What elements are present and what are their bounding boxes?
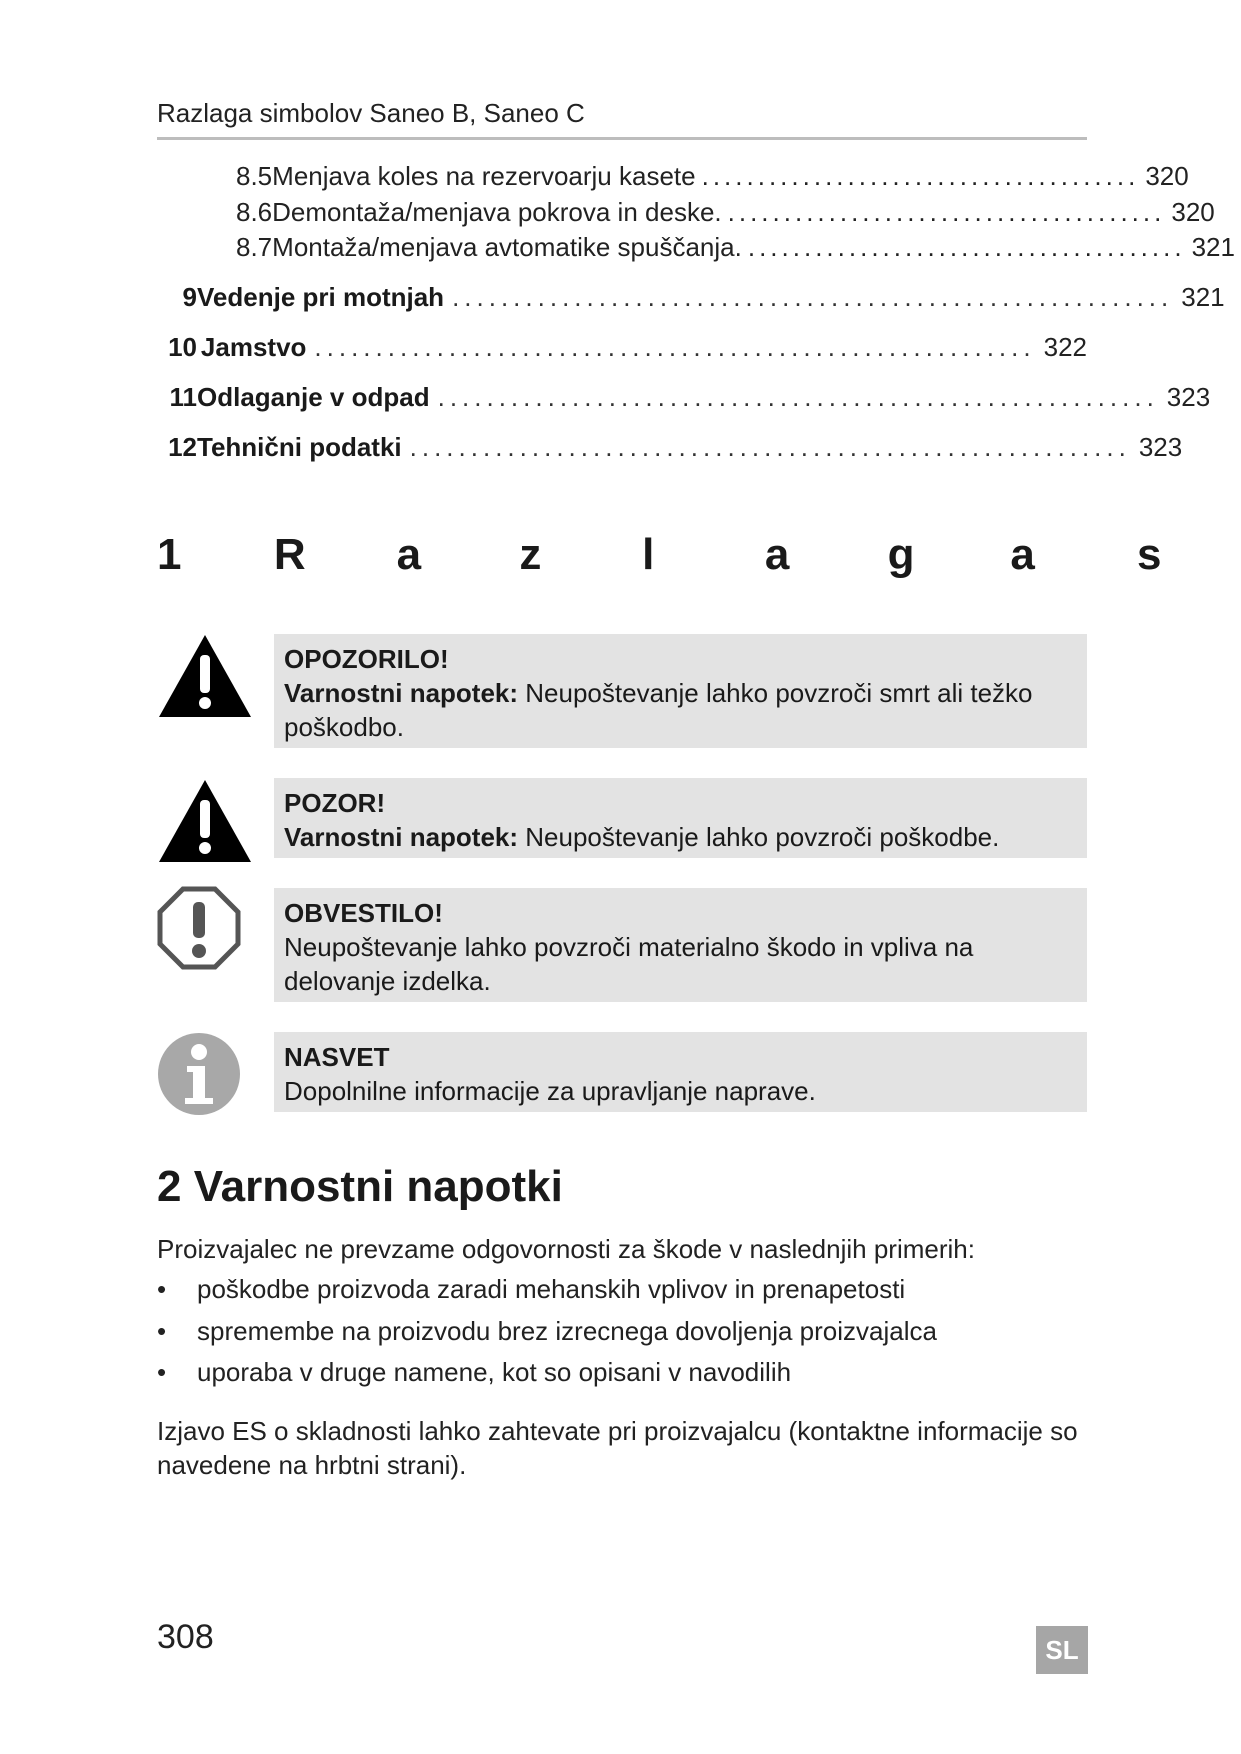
toc-sub-title: Menjava koles na rezervoarju kasete (272, 161, 696, 191)
toc-number-cell (157, 382, 197, 413)
toc-entry[interactable] (157, 382, 1211, 413)
toc-number-cell (157, 432, 197, 463)
toc-entry[interactable] (157, 282, 1225, 313)
toc-number-cell (157, 332, 197, 363)
section-2-closing: Izjavo ES o skladnosti lahko zahtevate pri proizvajalcu (kontaktne informacije so navedene na hrbtni strani). (157, 1416, 1078, 1480)
toc-entry[interactable] (157, 332, 1087, 363)
note-box-notice (274, 888, 1087, 1002)
toc-sub-page: 320 (1145, 161, 1189, 191)
section-2-intro: Proizvajalec ne prevzame odgovornosti za škode v naslednjih primerih: (157, 1234, 975, 1264)
bullet-icon: • (157, 1274, 167, 1304)
toc-leader: ....................................... (747, 232, 1186, 262)
heading-letter: s (1137, 530, 1162, 579)
note-text: Neupoštevanje lahko povzroči materialno škodo in vpliva na delovanje izdelka. (284, 932, 974, 996)
toc-title: Jamstvo (200, 332, 307, 362)
note-box-tip (274, 1032, 1087, 1112)
toc-number: 12 (168, 432, 197, 462)
heading-letter: 1 (157, 530, 182, 579)
toc-leader: ....................................... (727, 197, 1166, 227)
heading-letter: a (396, 530, 422, 579)
notice-octagon-icon (157, 886, 241, 975)
bullet-icon: • (157, 1357, 167, 1387)
note-box-warning (274, 634, 1087, 748)
caution-triangle-icon (157, 778, 253, 869)
heading-letter: l (642, 530, 655, 579)
toc-title: Vedenje pri motnjah (197, 282, 445, 312)
list-item-text: uporaba v druge namene, kot so opisani v navodilih (197, 1357, 792, 1387)
toc-title: Tehnični podatki (197, 432, 402, 462)
heading-letter: R (273, 530, 306, 579)
note-kind: OPOZORILO! (284, 644, 449, 674)
toc-sub-number: 8.5 (236, 161, 273, 191)
toc-entry[interactable] (157, 432, 1183, 463)
toc-sub-number: 8.7 (236, 232, 273, 262)
toc-page: 322 (1043, 332, 1087, 362)
toc-number: 9 (182, 282, 197, 312)
toc-sub-page: 320 (1171, 197, 1215, 227)
toc-page: 321 (1181, 282, 1225, 312)
list-item (157, 1274, 905, 1305)
list-item-text: spremembe na proizvodu brez izrecnega dovoljenja proizvajalca (197, 1316, 937, 1346)
note-box-caution (274, 778, 1087, 858)
toc-title: Odlaganje v odpad (197, 382, 430, 412)
running-header: Razlaga simbolov Saneo B, Saneo C (157, 98, 585, 128)
toc-number-cell (157, 282, 197, 313)
heading-letter: g (887, 530, 915, 579)
list-item (157, 1357, 791, 1388)
bullet-icon: • (157, 1316, 167, 1346)
heading-letter: a (764, 530, 790, 579)
toc-sub-page: 321 (1191, 232, 1235, 262)
note-lead: Varnostni napotek: (284, 678, 519, 708)
note-lead: Varnostni napotek: (284, 822, 519, 852)
toc-leader: ........................................................... (409, 432, 1131, 462)
toc-page: 323 (1166, 382, 1211, 412)
note-text: Neupoštevanje lahko povzroči poškodbe. (518, 822, 1000, 852)
toc-sub-number: 8.6 (236, 197, 273, 227)
note-text: Dopolnilne informacije za upravljanje naprave. (284, 1076, 816, 1106)
info-circle-icon (157, 1032, 241, 1121)
list-item (157, 1316, 937, 1347)
toc-sub-title: Demontaža/menjava pokrova in deske. (272, 197, 722, 227)
warning-triangle-icon (157, 633, 253, 724)
toc-number: 10 (168, 332, 197, 362)
toc-leader: ........................................................... (437, 382, 1159, 412)
toc-leader: ........................................................... (314, 332, 1036, 362)
toc-leader: ....................................... (701, 161, 1140, 191)
section-1-heading (157, 530, 1162, 580)
toc-sub-entry[interactable] (236, 197, 1215, 228)
toc-sub-entry[interactable] (236, 232, 1235, 263)
note-text: Neupoštevanje lahko povzroči smrt ali težko poškodbo. (284, 678, 1033, 742)
note-kind: POZOR! (284, 788, 386, 818)
section-2-heading: 2 Varnostni napotki (157, 1162, 563, 1211)
toc-number: 11 (169, 382, 197, 412)
page-number: 308 (157, 1618, 214, 1656)
list-item-text: poškodbe proizvoda zaradi mehanskih vplivov in prenapetosti (197, 1274, 906, 1304)
toc-sub-entry[interactable] (236, 161, 1189, 192)
toc-sub-title: Montaža/menjava avtomatike spuščanja. (272, 232, 742, 262)
language-badge: SL (1036, 1626, 1088, 1674)
header-rule (157, 137, 1087, 140)
heading-letter: z (519, 530, 542, 579)
note-kind: NASVET (284, 1042, 390, 1072)
heading-letter: a (1010, 530, 1035, 579)
toc-page: 323 (1138, 432, 1183, 462)
note-kind: OBVESTILO! (284, 898, 443, 928)
toc-leader: ........................................................... (452, 282, 1174, 312)
